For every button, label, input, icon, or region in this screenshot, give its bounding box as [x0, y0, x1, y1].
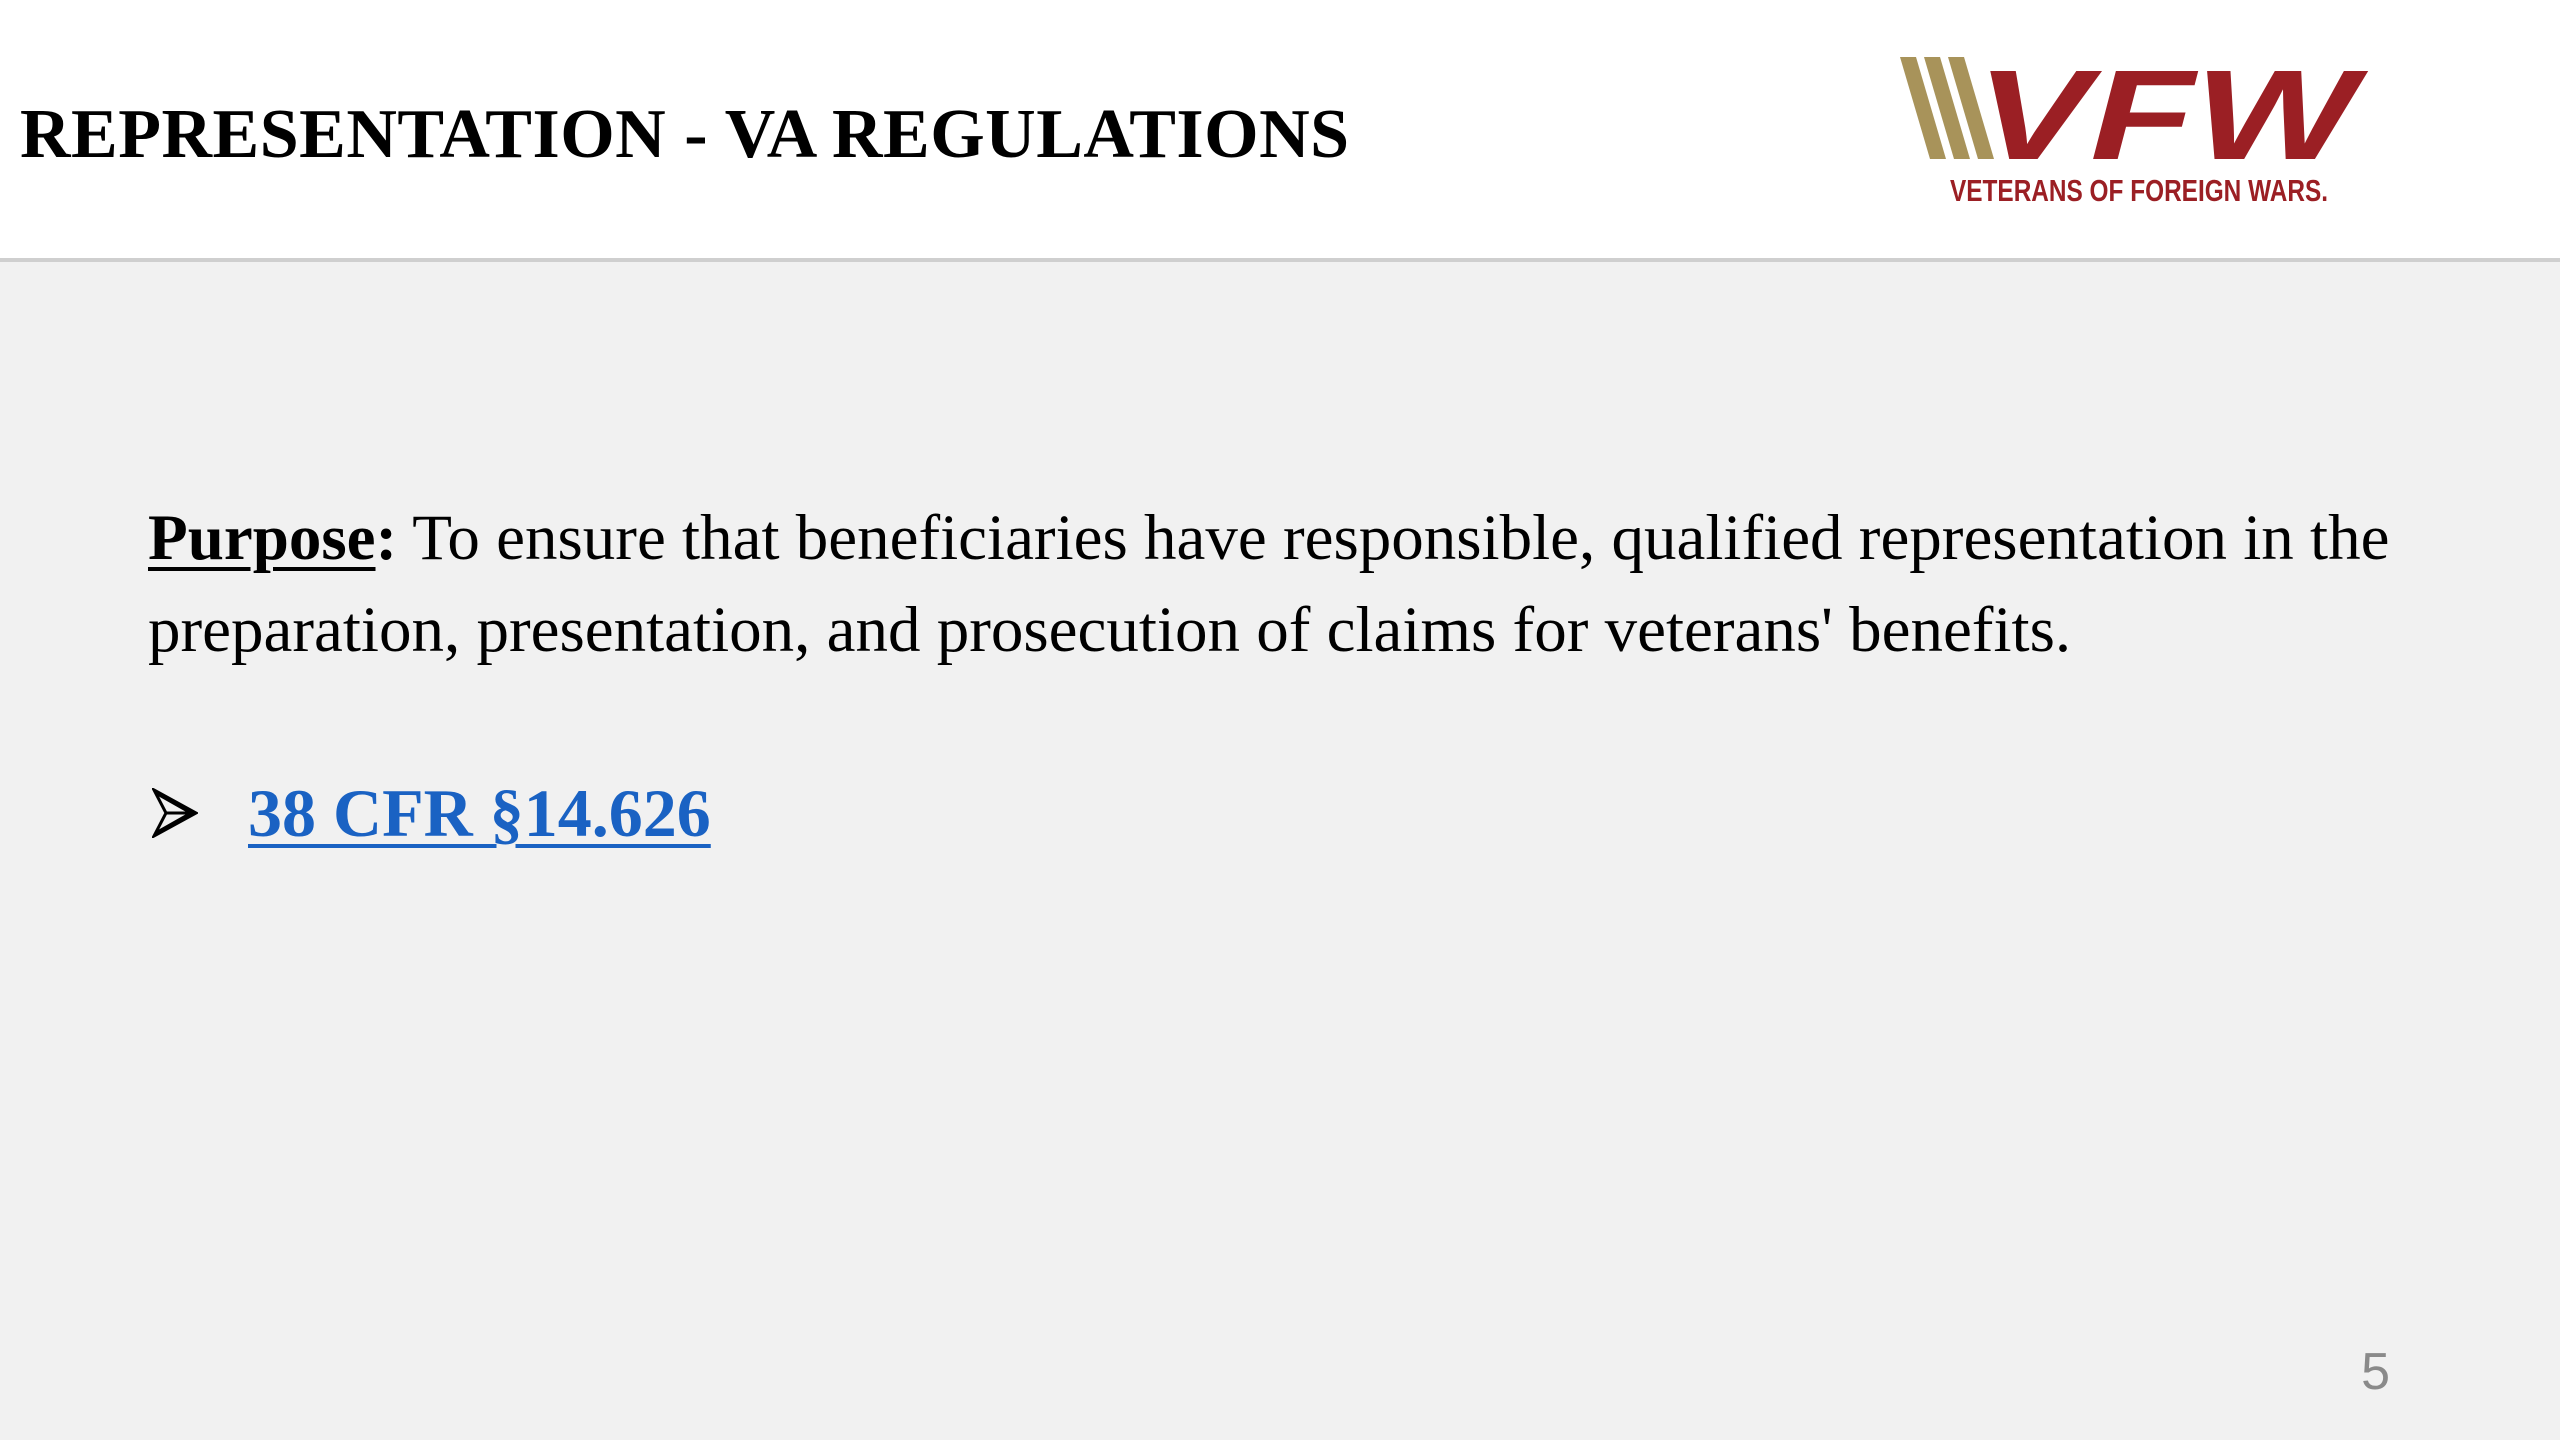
purpose-label: Purpose	[148, 502, 376, 574]
purpose-paragraph	[148, 492, 2448, 676]
regulation-link[interactable]: 38 CFR §14.626	[248, 774, 711, 851]
regulation-bullet	[152, 768, 711, 858]
slide-header	[0, 0, 2560, 262]
page-number: 5	[2361, 1343, 2390, 1401]
arrow-bullet-icon	[152, 788, 198, 838]
vfw-logo	[1900, 55, 2460, 215]
purpose-colon: :	[375, 502, 398, 574]
logo-tagline: VETERANS OF FOREIGN WARS.	[1950, 173, 2328, 208]
logo-wordmark: VFW	[1976, 55, 2369, 187]
purpose-text: To ensure that beneficiaries have responsible, qualified representation in the preparation, presentation, and prosecution of claims for veterans' benefits.	[148, 502, 2390, 666]
slide-title: REPRESENTATION - VA REGULATIONS	[20, 96, 1350, 173]
